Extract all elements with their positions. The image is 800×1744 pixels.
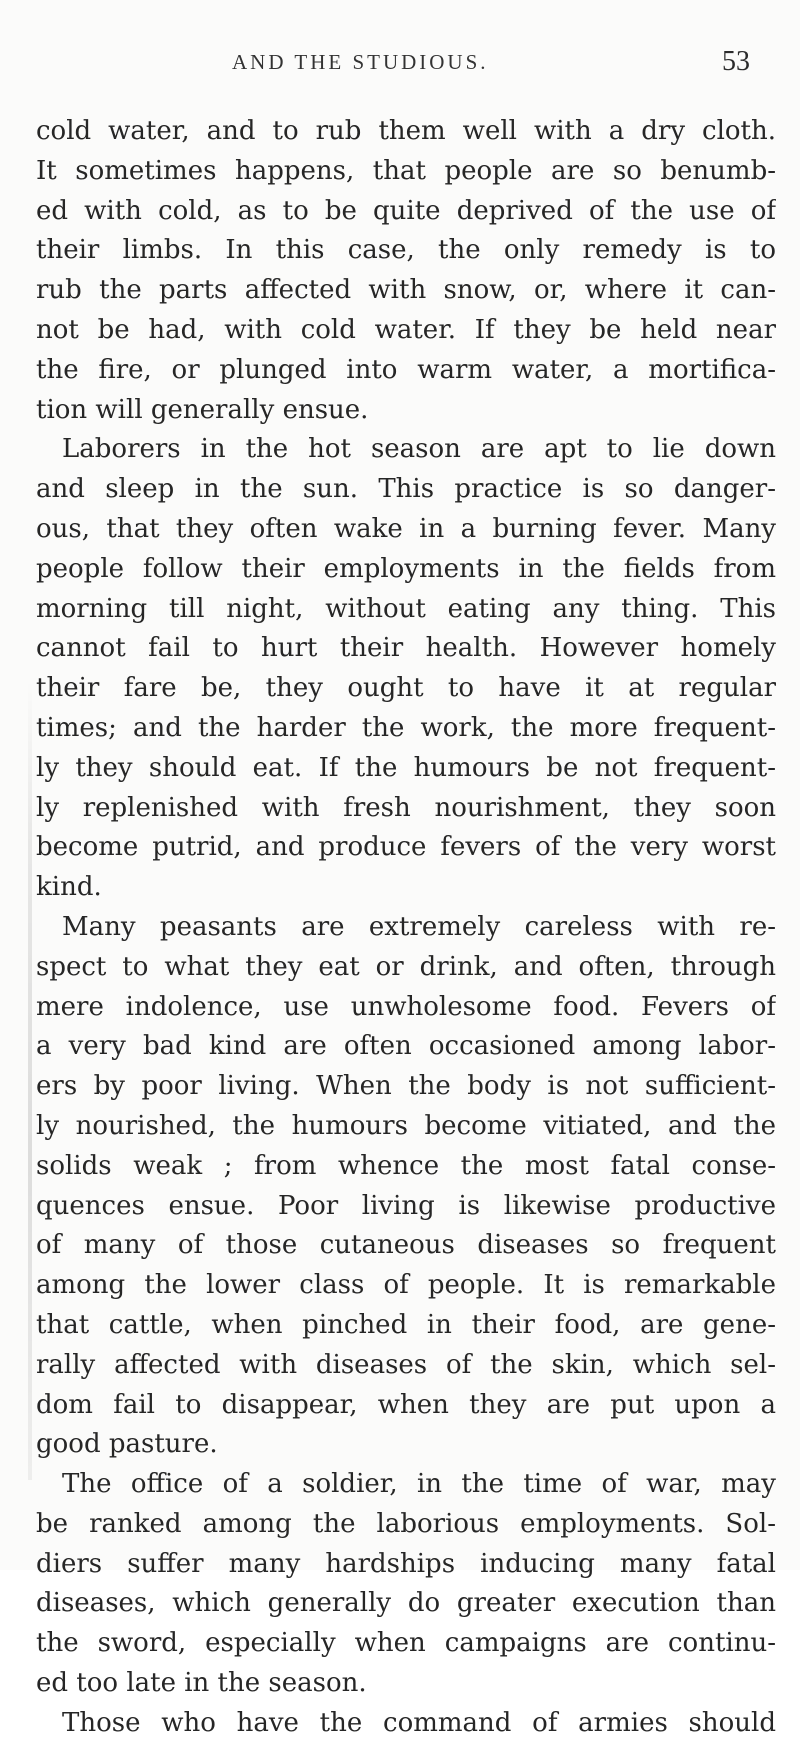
text-line: ous, that they often wake in a burning fever. Many [36, 513, 776, 544]
text-line: among the lower class of people. It is remarkable [36, 1270, 776, 1301]
text-line: be ranked among the laborious employments. Sol- [36, 1508, 776, 1539]
text-line: ed too late in the season. [36, 1668, 367, 1699]
text-line: of many of those cutaneous diseases so frequent [36, 1230, 776, 1261]
text-line: and sleep in the sun. This practice is so danger- [36, 474, 776, 505]
text-line: ly replenished with fresh nourishment, they soon [36, 792, 776, 823]
text-line: the fire, or plunged into warm water, a mortifica- [36, 354, 776, 385]
text-line: good pasture. [36, 1429, 218, 1460]
paragraph-start-line: Those who have the command of armies should [62, 1707, 776, 1738]
text-line: rub the parts affected with snow, or, where it can- [36, 275, 776, 306]
text-line: ed with cold, as to be quite deprived of the use of [36, 195, 776, 226]
body-text [36, 112, 776, 1744]
paragraph-start-line: Laborers in the hot season are apt to lie down [62, 434, 776, 465]
text-line: kind. [36, 872, 102, 903]
text-line: It sometimes happens, that people are so benumb- [36, 155, 776, 186]
paragraph-start-line: Many peasants are extremely careless with re- [62, 911, 776, 942]
text-line: quences ensue. Poor living is likewise productive [36, 1190, 776, 1221]
text-line: ly nourished, the humours become vitiated, and the [36, 1110, 776, 1141]
text-line: diseases, which generally do greater execution than [36, 1588, 776, 1619]
text-line: cannot fail to hurt their health. However homely [36, 633, 776, 664]
paragraph-start-line: The office of a soldier, in the time of war, may [62, 1469, 776, 1500]
text-line: solids weak ; from whence the most fatal conse- [36, 1150, 776, 1181]
text-line: ly they should eat. If the humours be not frequent- [36, 752, 776, 783]
text-line: that cattle, when pinched in their food, are gene- [36, 1309, 776, 1340]
text-line: people follow their employments in the fields from [36, 553, 776, 584]
text-line: morning till night, without eating any thing. This [36, 593, 776, 624]
text-line: ers by poor living. When the body is not sufficient- [36, 1071, 776, 1102]
text-line: cold water, and to rub them well with a dry cloth. [36, 116, 776, 146]
page-gutter-shadow [28, 680, 32, 1480]
page-number: 53 [722, 46, 750, 77]
text-line: a very bad kind are often occasioned among labor- [36, 1031, 776, 1062]
text-line: times; and the harder the work, the more frequent- [36, 712, 776, 743]
text-line: rally affected with diseases of the skin, which sel- [36, 1349, 776, 1380]
text-line: the sword, especially when campaigns are continu- [36, 1628, 776, 1659]
running-head [0, 46, 800, 82]
text-line: diers suffer many hardships inducing many fatal [36, 1548, 776, 1579]
running-title: AND THE STUDIOUS. [232, 50, 489, 74]
text-line: tion will generally ensue. [36, 394, 369, 425]
text-line: not be had, with cold water. If they be held near [36, 314, 776, 345]
text-line: their fare be, they ought to have it at regular [36, 673, 776, 704]
text-line: their limbs. In this case, the only remedy is to [36, 235, 776, 266]
text-line: mere indolence, use unwholesome food. Fevers of [36, 991, 776, 1022]
text-line: become putrid, and produce fevers of the very worst [36, 832, 776, 863]
text-line: dom fail to disappear, when they are put upon a [36, 1389, 776, 1420]
text-line: spect to what they eat or drink, and often, through [36, 951, 776, 982]
